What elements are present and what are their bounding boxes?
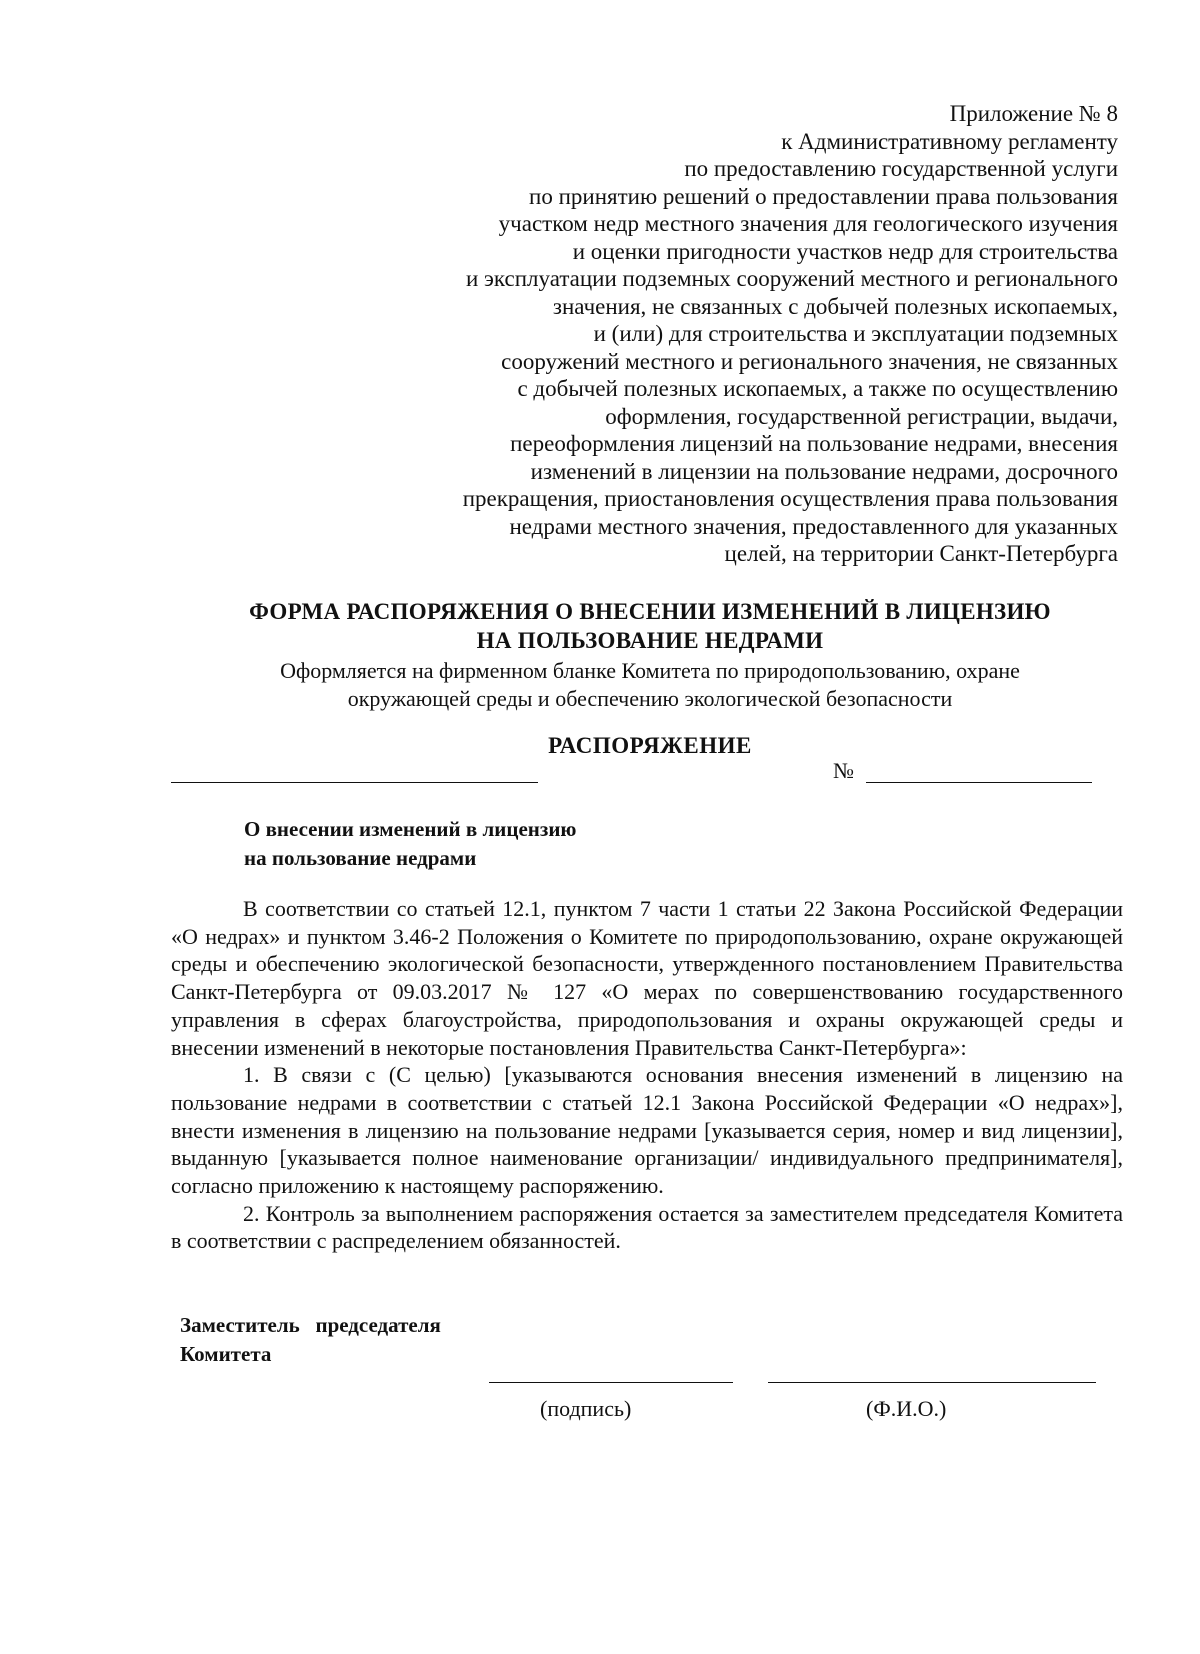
annex-line: сооружений местного и регионального значения, не связанных (501, 348, 1118, 374)
form-subtitle-line-2: окружающей среды и обеспечению экологической безопасности (347, 686, 953, 711)
signature-blank-line (489, 1382, 733, 1383)
form-title (0, 597, 1200, 655)
annex-line: целей, на территории Санкт-Петербурга (724, 541, 1118, 566)
annex-line: прекращения, приостановления осуществления права пользования (462, 486, 1118, 511)
form-title-line-1: ФОРМА РАСПОРЯЖЕНИЯ О ВНЕСЕНИИ ИЗМЕНЕНИЙ В ЛИЦЕНЗИЮ (249, 599, 1051, 624)
signer-title-line-1: Заместитель председателя (180, 1313, 441, 1337)
annex-line: изменений в лицензии на пользование недрами, досрочного (530, 458, 1118, 484)
annex-line: с добычей полезных ископаемых, а также по осуществлению (517, 376, 1118, 401)
form-title-line-2: НА ПОЛЬЗОВАНИЕ НЕДРАМИ (476, 628, 824, 653)
annex-block (463, 100, 1118, 568)
order-body (171, 895, 1123, 1255)
annex-line: по предоставлению государственной услуги (684, 156, 1118, 181)
annex-line: и (или) для строительства и эксплуатации подземных (593, 321, 1118, 346)
signature-caption: (подпись) (540, 1396, 632, 1421)
signer-title (180, 1311, 441, 1369)
item-2-paragraph: 2. Контроль за выполнением распоряжения остается за заместителем председателя Комитета в соответствии с распределением обязанностей. (171, 1200, 1123, 1254)
annex-line: недрами местного значения, предоставленного для указанных (509, 513, 1118, 539)
annex-line: Приложение № 8 (949, 101, 1118, 126)
date-blank-line (171, 782, 538, 783)
annex-line: переоформления лицензий на пользование недрами, внесения (510, 431, 1118, 456)
order-number-blank-line (866, 782, 1092, 783)
order-subject-line-1: О внесении изменений в лицензию (244, 817, 577, 841)
annex-line: значения, не связанных с добычей полезных ископаемых, (552, 293, 1118, 319)
preamble-paragraph: В соответствии со статьей 12.1, пунктом 7 части 1 статьи 22 Закона Российской Федерации «О недрах» и пунктом 3.46-2 Положения о Комитете по природопользованию, охране окружающей среды и обеспечению экологической безопасности, утвержденного постановлением Правительства Санкт-Петербурга от 09.03.2017 № 127 «О мерах по совершенствованию государственного управления в сферах благоустройства, природопользования и охраны окружающей среды и внесении изменений в некоторые постановления Правительства Санкт-Петербурга»: (171, 896, 1123, 1060)
item-1-paragraph: 1. В связи с (С целью) [указываются основания внесения изменений в лицензию на пользование недрами в соответствии с статьей 12.1 Закона Российской Федерации «О недрах»], внести изменения в лицензию на пользование недрами [указывается серия, номер и вид лицензии], выданную [указывается полное наименование организации/ индивидуального предпринимателя], согласно приложению к настоящему распоряжению. (171, 1062, 1123, 1199)
annex-line: и эксплуатации подземных сооружений местного и регионального (466, 266, 1118, 291)
form-subtitle-line-1: Оформляется на фирменном бланке Комитета по природопользованию, охране (280, 658, 1020, 683)
order-heading: РАСПОРЯЖЕНИЕ (548, 733, 752, 758)
order-number-label: № (833, 758, 854, 783)
signer-title-line-2: Комитета (180, 1342, 272, 1366)
order-subject (244, 815, 576, 873)
annex-line: оформления, государственной регистрации, выдачи, (605, 403, 1118, 429)
full-name-blank-line (768, 1382, 1096, 1383)
annex-line: участком недр местного значения для геологического изучения (498, 211, 1118, 236)
full-name-caption: (Ф.И.О.) (866, 1396, 947, 1421)
form-subtitle (0, 657, 1200, 713)
annex-line: и оценки пригодности участков недр для строительства (572, 238, 1118, 264)
annex-line: к Административному регламенту (781, 128, 1118, 154)
annex-line: по принятию решений о предоставлении права пользования (529, 183, 1118, 209)
order-subject-line-2: на пользование недрами (244, 846, 477, 870)
